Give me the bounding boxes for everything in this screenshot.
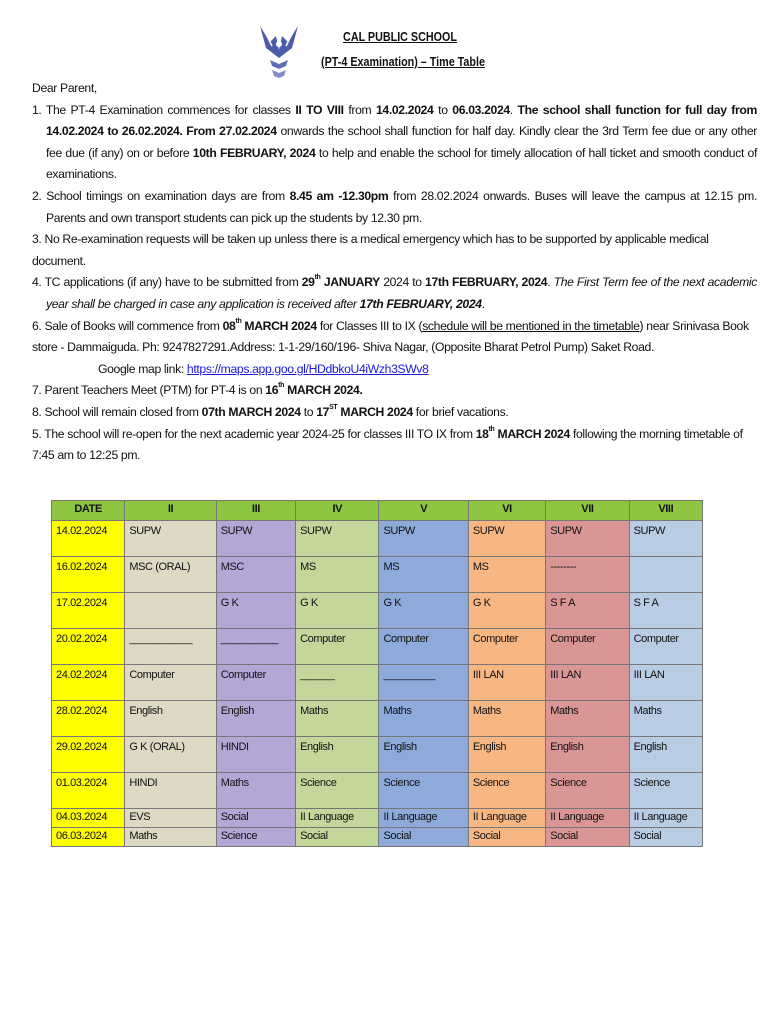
cell-class-iii: Social <box>216 809 295 828</box>
cell-date: 28.02.2024 <box>52 701 125 737</box>
cell-class-vi: Computer <box>468 629 545 665</box>
cell-class-ii: Maths <box>125 828 216 847</box>
cell-class-vii: SUPW <box>546 521 629 557</box>
cell-class-ii: MSC (ORAL) <box>125 557 216 593</box>
cell-class-iii: HINDI <box>216 737 295 773</box>
salutation: Dear Parent, <box>32 81 97 95</box>
header-class-vii: VII <box>546 501 629 521</box>
cell-class-iii: G K <box>216 593 295 629</box>
cell-date: 06.03.2024 <box>52 828 125 847</box>
cell-class-v: II Language <box>379 809 468 828</box>
header-class-iii: III <box>216 501 295 521</box>
cell-class-iv: Computer <box>296 629 379 665</box>
header-date: DATE <box>52 501 125 521</box>
google-map-link[interactable]: https://maps.app.goo.gl/HDdbkoU4iWzh3SWv8 <box>186 361 429 376</box>
note-2: 2. School timings on examination days are from 8.45 am -12.30pm from 28.02.2024 onwards. Buses will leave the campus at 12.15 pm. Parents and own transport students can pick up the students by 12.30 pm. <box>32 188 757 225</box>
cell-class-iv: II Language <box>296 809 379 828</box>
cell-date: 01.03.2024 <box>52 773 125 809</box>
header-class-viii: VIII <box>629 501 702 521</box>
header-class-iv: IV <box>296 501 379 521</box>
cell-class-iii: __________ <box>216 629 295 665</box>
cell-class-v: Social <box>379 828 468 847</box>
table-row <box>52 629 703 665</box>
cell-class-viii: SUPW <box>629 521 702 557</box>
cell-class-iv: MS <box>296 557 379 593</box>
cell-date: 14.02.2024 <box>52 521 125 557</box>
map-link-label: Google map link: <box>98 361 187 376</box>
cell-class-v: SUPW <box>379 521 468 557</box>
note-5: 5. The school will re-open for the next academic year 2024-25 for classes III TO IX from 18th MARCH 2024 following the morning timetable of 7:45 am to 12:25 pm. <box>32 425 743 463</box>
cell-class-vi: SUPW <box>468 521 545 557</box>
cell-class-iii: Computer <box>216 665 295 701</box>
cell-class-vii: III LAN <box>546 665 629 701</box>
table-row <box>52 828 703 847</box>
cell-class-v: English <box>379 737 468 773</box>
cell-class-viii <box>629 557 702 593</box>
cell-class-vi: Maths <box>468 701 545 737</box>
cell-class-iii: SUPW <box>216 521 295 557</box>
cell-class-v: _________ <box>379 665 468 701</box>
cell-class-vii: II Language <box>546 809 629 828</box>
cell-date: 29.02.2024 <box>52 737 125 773</box>
cell-class-vi: MS <box>468 557 545 593</box>
cell-class-ii: HINDI <box>125 773 216 809</box>
exam-timetable <box>51 500 703 847</box>
cell-class-iv: ______ <box>296 665 379 701</box>
cell-class-ii: ___________ <box>125 629 216 665</box>
note-1: 1. The PT-4 Examination commences for classes II TO VIII from 14.02.2024 to 06.03.2024. The school shall function for full day from 14.02.2024 to 26.02.2024. From 27.02.2024 onwards the school shall function for half day. Kindly clear the 3rd Term fee due or any other fee due (if any) on or before 10th FEBRUARY, 2024 to help and enable the school for timely allocation of hall ticket and smooth conduct of examinations. <box>32 102 757 182</box>
cell-class-iii: MSC <box>216 557 295 593</box>
cell-class-ii: SUPW <box>125 521 216 557</box>
cell-class-viii: III LAN <box>629 665 702 701</box>
cell-class-v: MS <box>379 557 468 593</box>
cell-class-iii: English <box>216 701 295 737</box>
table-row <box>52 521 703 557</box>
cell-class-iv: Science <box>296 773 379 809</box>
cell-class-ii: EVS <box>125 809 216 828</box>
table-row <box>52 665 703 701</box>
cell-class-v: Maths <box>379 701 468 737</box>
cell-class-vi: II Language <box>468 809 545 828</box>
cell-class-iii: Science <box>216 828 295 847</box>
cell-class-v: Computer <box>379 629 468 665</box>
cell-class-viii: English <box>629 737 702 773</box>
table-row <box>52 593 703 629</box>
map-link-line <box>32 359 757 381</box>
header-class-vi: VI <box>468 501 545 521</box>
school-name: CAL PUBLIC SCHOOL <box>343 30 457 44</box>
cell-class-vi: English <box>468 737 545 773</box>
cell-class-vii: S F A <box>546 593 629 629</box>
cell-class-viii: Social <box>629 828 702 847</box>
cell-date: 24.02.2024 <box>52 665 125 701</box>
cell-class-v: Science <box>379 773 468 809</box>
cell-date: 20.02.2024 <box>52 629 125 665</box>
cell-class-viii: Science <box>629 773 702 809</box>
cell-class-vii: Social <box>546 828 629 847</box>
cell-class-vii: Science <box>546 773 629 809</box>
table-row <box>52 701 703 737</box>
school-logo-icon <box>256 22 302 80</box>
cell-class-v: G K <box>379 593 468 629</box>
notice-body <box>32 78 757 467</box>
document-subtitle: (PT-4 Examination) – Time Table <box>321 55 485 69</box>
note-8: 8. School will remain closed from 07th MARCH 2024 to 17ST MARCH 2024 for brief vacations. <box>32 403 509 419</box>
cell-class-vi: Science <box>468 773 545 809</box>
cell-date: 16.02.2024 <box>52 557 125 593</box>
cell-class-iv: Maths <box>296 701 379 737</box>
cell-class-iv: English <box>296 737 379 773</box>
note-4: 4. TC applications (if any) have to be submitted from 29th JANUARY 2024 to 17th FEBRUARY, 2024. The First Term fee of the next academic year shall be charged in case any application is received after 17th FEBRUARY, 2024. <box>32 274 757 311</box>
note-3: 3. No Re-examination requests will be taken up unless there is a medical emergency which has to be supported by applicable medical document. <box>32 232 709 268</box>
table-row <box>52 809 703 828</box>
note-6: 6. Sale of Books will commence from 08th MARCH 2024 for Classes III to IX (schedule will be mentioned in the timetable) near Srinivasa Book store - Dammaiguda. Ph: 9247827291.Address: 1-1-29/160/196- Shiva Nagar, (Opposite Bharat Petrol Pump) Saket Road. <box>32 317 749 355</box>
cell-date: 17.02.2024 <box>52 593 125 629</box>
cell-class-ii: Computer <box>125 665 216 701</box>
cell-class-vii: -------- <box>546 557 629 593</box>
cell-class-vi: Social <box>468 828 545 847</box>
table-row <box>52 773 703 809</box>
cell-class-vii: Maths <box>546 701 629 737</box>
cell-class-viii: II Language <box>629 809 702 828</box>
cell-class-ii: English <box>125 701 216 737</box>
cell-class-iv: Social <box>296 828 379 847</box>
cell-class-iv: G K <box>296 593 379 629</box>
cell-class-vi: G K <box>468 593 545 629</box>
table-row <box>52 557 703 593</box>
cell-class-vi: III LAN <box>468 665 545 701</box>
cell-date: 04.03.2024 <box>52 809 125 828</box>
cell-class-viii: S F A <box>629 593 702 629</box>
cell-class-vii: Computer <box>546 629 629 665</box>
cell-class-ii <box>125 593 216 629</box>
header-class-v: V <box>379 501 468 521</box>
cell-class-vii: English <box>546 737 629 773</box>
cell-class-iv: SUPW <box>296 521 379 557</box>
timetable-header-row <box>52 501 703 521</box>
cell-class-iii: Maths <box>216 773 295 809</box>
cell-class-viii: Maths <box>629 701 702 737</box>
note-7: 7. Parent Teachers Meet (PTM) for PT-4 is on 16th MARCH 2024. <box>32 382 363 398</box>
table-row <box>52 737 703 773</box>
cell-class-ii: G K (ORAL) <box>125 737 216 773</box>
cell-class-viii: Computer <box>629 629 702 665</box>
header-class-ii: II <box>125 501 216 521</box>
